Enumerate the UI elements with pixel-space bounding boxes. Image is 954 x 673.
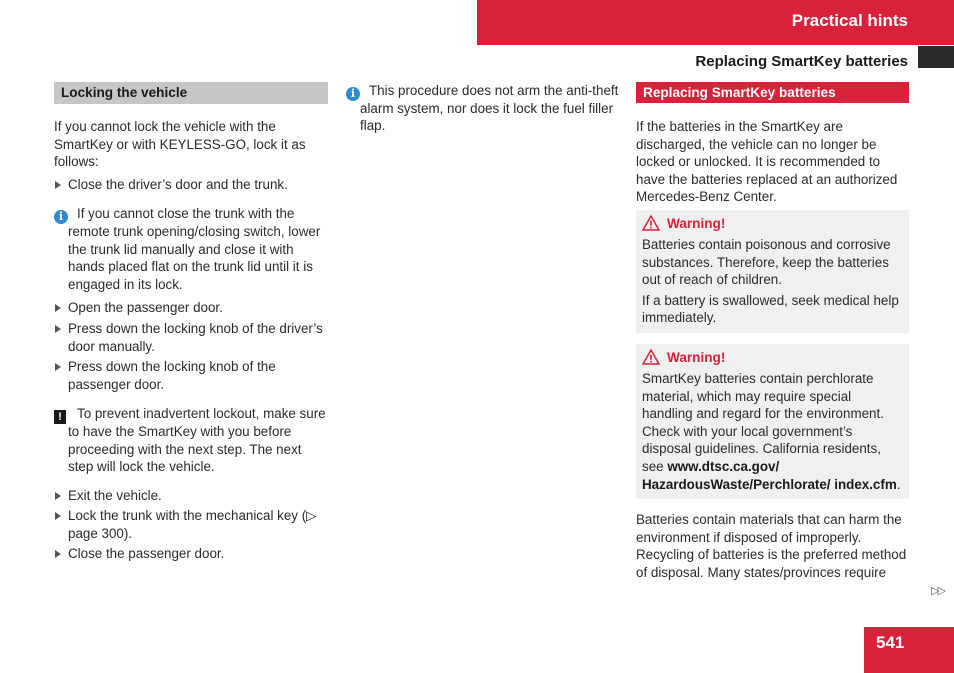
batteries-intro: If the batteries in the SmartKey are discharged, the vehicle can no longer be locked or unlocked. It is recommended to have the batteries replaced at an authorized Mercedes-Benz Center. — [636, 119, 898, 205]
step-item — [54, 299, 328, 317]
warning-heading — [642, 213, 903, 234]
info-icon: i — [346, 84, 360, 98]
caution-note — [54, 405, 328, 475]
page-number: 541 — [876, 633, 905, 652]
section-subtitle: Replacing SmartKey batteries — [695, 53, 908, 70]
batteries-outro: Batteries contain materials that can harm the environment if disposed of improperly. Recycling of batteries is the preferred method of disposal. Many states/provinces require — [636, 512, 907, 580]
section-heading-batteries: Replacing SmartKey batteries — [636, 82, 909, 103]
warning-text: Batteries contain poisonous and corrosive substances. Therefore, keep the batteries out of reach of children. — [642, 236, 891, 288]
column-middle — [346, 82, 622, 135]
warning-triangle-icon — [642, 349, 660, 365]
continue-arrows-icon: ▷▷ — [931, 585, 944, 597]
step-text: Open the passenger door. — [68, 300, 223, 316]
step-item — [54, 507, 328, 542]
step-arrow-icon — [55, 512, 61, 520]
step-arrow-icon — [55, 550, 61, 558]
column-right — [636, 82, 909, 581]
step-arrow-icon — [55, 181, 61, 189]
step-item — [54, 545, 328, 563]
step-arrow-icon — [55, 325, 61, 333]
step-text: Close the passenger door. — [68, 546, 225, 562]
step-text: Press down the locking knob of the passenger door. — [68, 359, 276, 392]
step-text: Close the driver’s door and the trunk. — [68, 176, 288, 192]
warning-text-end: . — [896, 476, 901, 492]
step-text: Lock the trunk with the mechanical key (▷ page 300). — [68, 508, 317, 541]
step-item — [54, 176, 328, 194]
step-text: Exit the vehicle. — [68, 487, 162, 503]
step-arrow-icon — [55, 363, 61, 371]
info-note-text: If you cannot close the trunk with the remote trunk opening/closing switch, lower the trunk lid manually and close it with hands placed flat on the trunk lid until it is engaged in its lock. — [68, 206, 321, 292]
intro-paragraph: If you cannot lock the vehicle with the SmartKey or with KEYLESS-GO, lock it as follows: — [54, 119, 306, 170]
warning-label: Warning! — [667, 349, 726, 365]
info-icon: i — [54, 207, 68, 221]
column-left — [54, 82, 328, 563]
thumb-tab — [918, 46, 954, 68]
step-arrow-icon — [55, 304, 61, 312]
warning-triangle-icon — [642, 215, 660, 231]
caution-note-text: To prevent inadvertent lockout, make sure to have the SmartKey with you before proceeding with the next step. The next step will lock the vehicle. — [68, 406, 326, 475]
warning-label: Warning! — [667, 215, 726, 231]
warning-heading — [642, 347, 903, 368]
section-heading-locking: Locking the vehicle — [54, 82, 328, 104]
step-item — [54, 358, 328, 393]
step-item — [54, 487, 328, 505]
info-note — [346, 82, 622, 135]
info-note — [54, 205, 328, 293]
warning-text-body: SmartKey batteries contain perchlorate material, which may require special handling and regard for the environment. Check with your local government’s disposal guidelines. California residents, see — [642, 370, 884, 474]
warning-box — [636, 210, 909, 333]
info-note-text: This procedure does not arm the anti-theft alarm system, nor does it lock the fuel filler flap. — [360, 83, 619, 134]
exclamation-icon: ! — [54, 407, 68, 421]
warning-box — [636, 344, 909, 499]
step-text: Press down the locking knob of the driver’s door manually. — [68, 320, 323, 354]
warning-text — [642, 370, 903, 493]
dtsc-link[interactable]: www.dtsc.ca.gov/ HazardousWaste/Perchlorate/ index.cfm — [642, 458, 897, 492]
step-arrow-icon — [55, 492, 61, 500]
step-item — [54, 320, 328, 355]
chapter-title: Practical hints — [791, 11, 908, 30]
warning-text: If a battery is swallowed, seek medical help immediately. — [642, 292, 899, 326]
